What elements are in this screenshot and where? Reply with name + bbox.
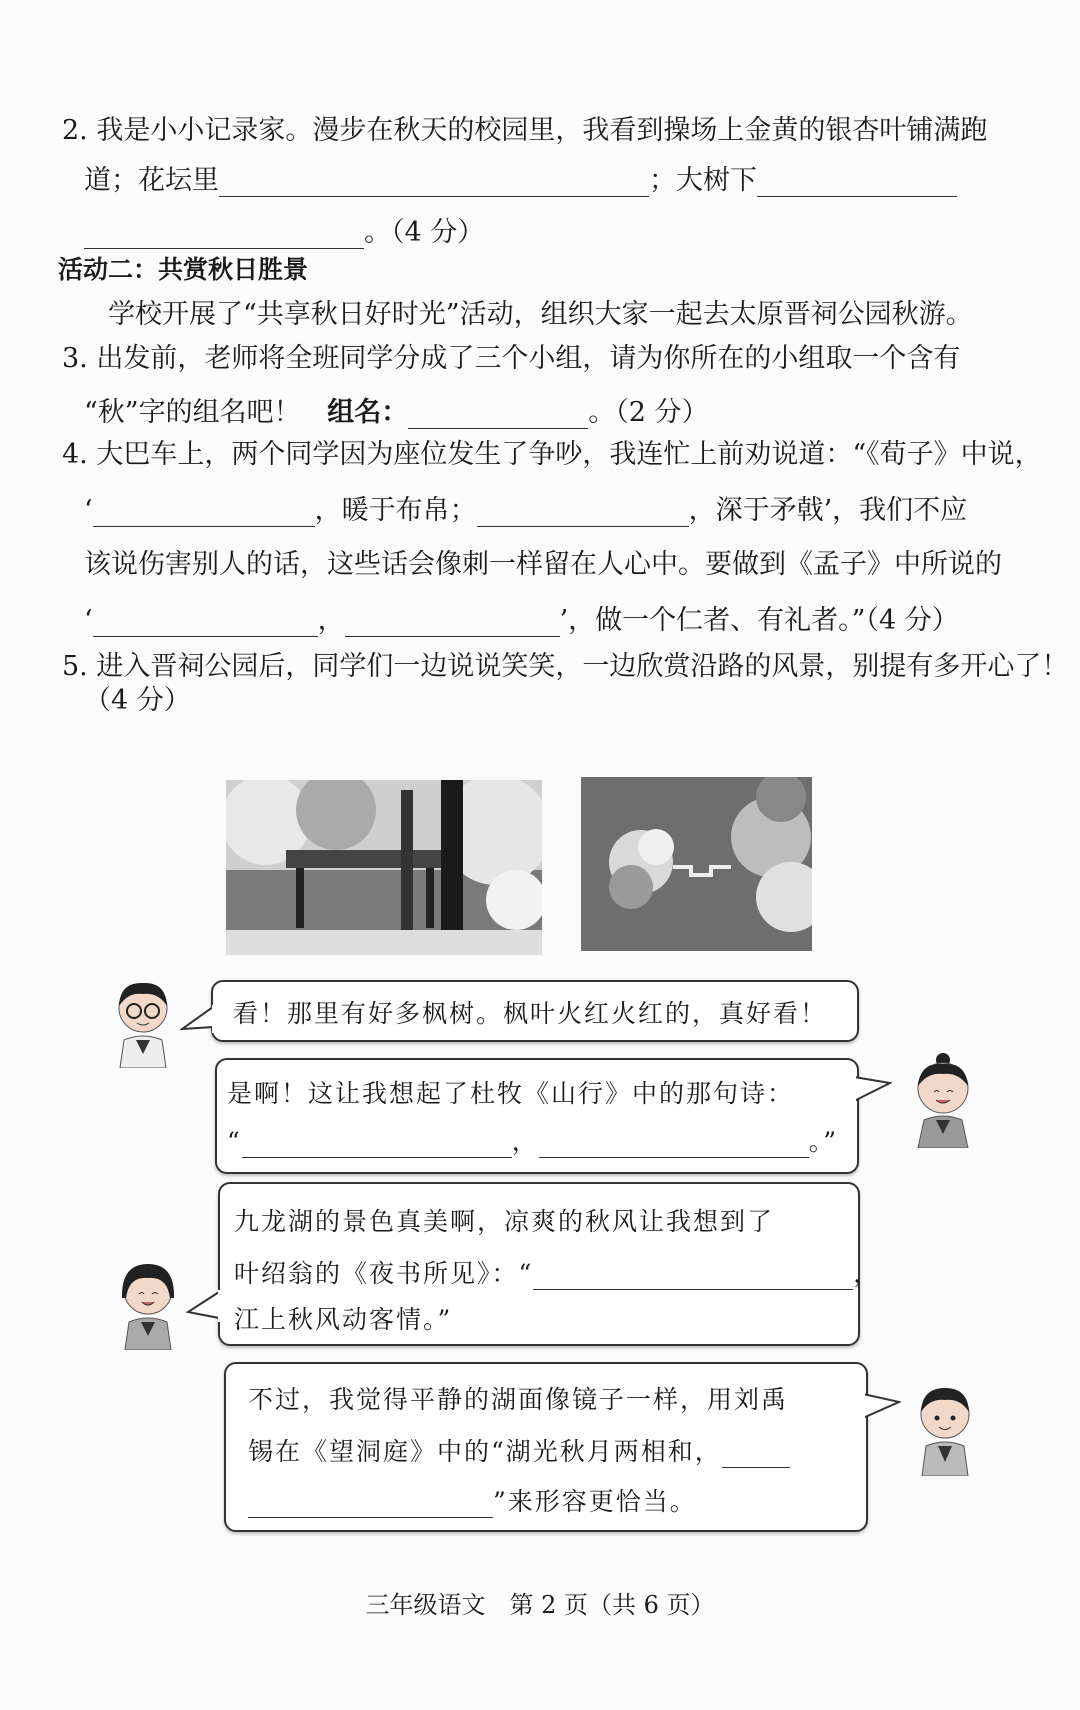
bubble4-line1: 不过，我觉得平静的湖面像镜子一样，用刘禹 bbox=[248, 1385, 789, 1414]
bubble2-line2 bbox=[227, 1122, 838, 1158]
girl-bob-avatar bbox=[115, 1258, 181, 1350]
page-footer: 三年级语文 第 2 页（共 6 页） bbox=[365, 1591, 715, 1619]
bubble4-line3-end: ”来形容更恰当。 bbox=[493, 1487, 697, 1516]
bubble1-text: 看！那里有好多枫树。枫叶火红火红的，真好看！ bbox=[233, 999, 828, 1028]
q2-line3-end: 。（4 分） bbox=[364, 217, 485, 248]
answer-blank-mencius-2[interactable] bbox=[345, 608, 560, 637]
boy-avatar bbox=[912, 1382, 978, 1476]
bubble3-line2 bbox=[234, 1254, 880, 1290]
answer-blank-shanxing-2[interactable] bbox=[539, 1129, 809, 1158]
answer-blank-xunzi-1[interactable] bbox=[93, 498, 315, 527]
bubble3-line3: 江上秋风动客情。” bbox=[234, 1305, 453, 1334]
bubble2-comma: ， bbox=[511, 1127, 539, 1156]
answer-blank-group-name[interactable] bbox=[408, 400, 588, 429]
q2-line2-prefix: 道；花坛里 bbox=[84, 165, 219, 196]
boy-with-glasses-avatar bbox=[110, 978, 176, 1068]
group-name-label: 组名： bbox=[327, 397, 409, 428]
answer-blank-flowerbed[interactable] bbox=[219, 168, 649, 197]
activity2-intro: 学校开展了“共享秋日好时光”活动，组织大家一起去太原晋祠公园秋游。 bbox=[108, 299, 973, 330]
q4-line4 bbox=[84, 598, 959, 637]
q2-line2 bbox=[84, 158, 957, 197]
bubble3-tail bbox=[186, 1290, 220, 1322]
answer-blank-wangdongting-1[interactable] bbox=[722, 1439, 790, 1468]
q4-line4-end: ’，做一个仁者、有礼者。”（4 分） bbox=[559, 605, 959, 636]
bubble2-tail bbox=[852, 1075, 892, 1105]
bubble3-line2-end: ， bbox=[853, 1259, 881, 1288]
q4-line1: 4. 大巴车上，两个同学因为座位发生了争吵，我连忙上前劝说道：“《荀子》中说， bbox=[62, 439, 1042, 470]
bubble4-line2 bbox=[248, 1432, 790, 1468]
answer-blank-tree-2[interactable] bbox=[84, 220, 364, 249]
bubble4-tail bbox=[861, 1392, 901, 1422]
q4-line2-open: ‘ bbox=[84, 495, 93, 526]
answer-blank-tree-1[interactable] bbox=[757, 168, 957, 197]
speech-bubble-2 bbox=[215, 1058, 859, 1174]
q4-line4-comma: ， bbox=[317, 605, 345, 636]
q4-line4-open: ‘ bbox=[84, 605, 93, 636]
q3-line2-prefix: “秋”字的组名吧！ bbox=[84, 397, 301, 428]
speech-bubble-1 bbox=[211, 980, 859, 1042]
answer-blank-xunzi-2[interactable] bbox=[477, 498, 689, 527]
lake-island-photo bbox=[581, 777, 812, 951]
q3-line2-end: 。（2 分） bbox=[588, 397, 709, 428]
bubble2-close: 。” bbox=[808, 1127, 839, 1156]
q4-line3: 该说伤害别人的话，这些话会像刺一样留在人心中。要做到《孟子》中所说的 bbox=[84, 549, 1002, 580]
speech-bubble-3 bbox=[218, 1182, 881, 1346]
activity2-title: 活动二：共赏秋日胜景 bbox=[58, 255, 309, 284]
q5-line1: 5. 进入晋祠公园后，同学们一边说说笑笑，一边欣赏沿路的风景，别提有多开心了！ bbox=[62, 651, 1069, 682]
bubble1-tail bbox=[180, 1005, 214, 1033]
q4-line2-mid1: ，暖于布帛； bbox=[314, 495, 477, 526]
q4-line2-mid2: ，深于矛戟’，我们不应 bbox=[688, 495, 968, 526]
q4-line2 bbox=[84, 488, 967, 527]
maple-pavilion-photo bbox=[226, 780, 542, 955]
q2-line3 bbox=[84, 210, 484, 249]
q3-line1: 3. 出发前，老师将全班同学分成了三个小组，请为你所在的小组取一个含有 bbox=[62, 343, 961, 374]
bubble4-line3 bbox=[248, 1482, 697, 1518]
bubble2-open-quote: “ bbox=[227, 1127, 242, 1156]
speech-bubble-4 bbox=[224, 1362, 868, 1532]
answer-blank-mencius-1[interactable] bbox=[93, 608, 318, 637]
bubble3-line2-prefix: 叶绍翁的《夜书所见》：“ bbox=[234, 1259, 534, 1288]
q5-line2: （4 分） bbox=[84, 685, 191, 716]
q2-line2-mid: ；大树下 bbox=[649, 165, 757, 196]
bubble2-line1: 是啊！这让我想起了杜牧《山行》中的那句诗： bbox=[227, 1079, 795, 1108]
bubble3-line1: 九龙湖的景色真美啊，凉爽的秋风让我想到了 bbox=[234, 1207, 775, 1236]
answer-blank-yeshusuojian[interactable] bbox=[533, 1261, 853, 1290]
bubble4-line2-prefix: 锡在《望洞庭》中的“湖光秋月两相和， bbox=[248, 1437, 722, 1466]
q3-line2 bbox=[84, 390, 708, 429]
q2-line1: 2. 我是小小记录家。漫步在秋天的校园里，我看到操场上金黄的银杏叶铺满跑 bbox=[62, 115, 988, 146]
answer-blank-wangdongting-2[interactable] bbox=[248, 1489, 493, 1518]
girl-bun-avatar bbox=[908, 1052, 978, 1148]
answer-blank-shanxing-1[interactable] bbox=[242, 1129, 512, 1158]
